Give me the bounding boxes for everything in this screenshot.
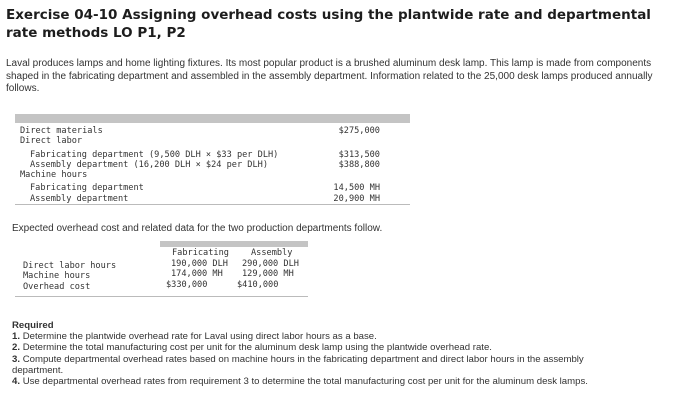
table-header-row [20,248,320,259]
table-row [20,150,410,160]
row-value: $388,800 [338,159,380,170]
requirement-number: 4. [12,376,21,388]
table-row [20,160,410,170]
table-row [20,183,410,193]
table2-divider [15,296,308,297]
row-value: $275,000 [338,126,380,136]
row-value: $313,500 [338,149,380,160]
table-row [20,126,410,136]
table2-header-bar [160,241,308,247]
row-label: Assembly department [30,193,129,204]
table-row [20,259,320,270]
row-label: Direct labor [20,136,83,147]
requirement-item [12,354,632,376]
row-label: Overhead cost [23,281,91,292]
requirements-heading: Required [12,320,54,331]
table1-header-bar [15,114,410,123]
overhead-intro: Expected overhead cost and related data for the two production departments follow. [12,223,383,234]
table1-divider [15,204,410,205]
requirement-text: Determine the total manufacturing cost per unit for the aluminum desk lamp using the plantwide overhead rate. [22,342,492,354]
table-row [20,280,320,291]
cell-assembly: 129,000 MH [242,269,294,279]
requirement-text: Use departmental overhead rates from requirement 3 to determine the total manufacturing cost per unit for the aluminum desk lamps. [22,376,588,388]
row-value: 20,900 MH [333,193,380,204]
requirement-text: Compute departmental overhead rates based on machine hours in the fabricating department and direct labor hours in the assembly department. [12,353,584,376]
cost-data-table [20,126,410,204]
row-label: Machine hours [23,271,91,281]
column-header-assembly: Assembly [251,248,293,258]
row-label: Fabricating department (9,500 DLH × $33 per DLH) [30,149,279,160]
column-header-fabricating: Fabricating [172,248,229,258]
row-label: Fabricating department [30,183,144,194]
cell-fabricating: 190,000 DLH [171,258,228,269]
requirement-number: 2. [12,342,21,354]
row-label: Direct materials [20,126,103,136]
requirement-number: 1. [12,331,21,343]
requirement-number: 3. [12,353,21,365]
cell-fabricating: $330,000 [166,279,208,290]
requirement-item [12,331,632,342]
table-row [20,136,410,146]
intro-paragraph: Laval produces lamps and home lighting fixtures. Its most popular product is a brushed aluminum desk lamp. This lamp is made from components shaped in the fabricating department and assembled in the assembly department. Information related to the 25,000 desk lamps produced annually follows. [6,58,653,94]
cell-assembly: 290,000 DLH [242,258,299,269]
table-row [20,194,410,204]
requirement-item [12,376,632,387]
requirement-item [12,342,632,353]
requirements-section [12,320,632,387]
cell-fabricating: 174,000 MH [171,269,223,279]
table-row [20,269,320,280]
requirement-text: Determine the plantwide overhead rate for Laval using direct labor hours as a base. [22,331,377,343]
row-value: 14,500 MH [333,183,380,194]
table-row [20,170,410,180]
row-label: Machine hours [20,170,88,181]
cell-assembly: $410,000 [237,279,279,290]
row-label: Direct labor hours [23,260,117,271]
page-title: Exercise 04-10 Assigning overhead costs using the plantwide rate and departmental rate methods LO P1, P2 [6,7,651,41]
department-data-table [20,248,320,290]
row-label: Assembly department (16,200 DLH × $24 per DLH) [30,159,268,170]
